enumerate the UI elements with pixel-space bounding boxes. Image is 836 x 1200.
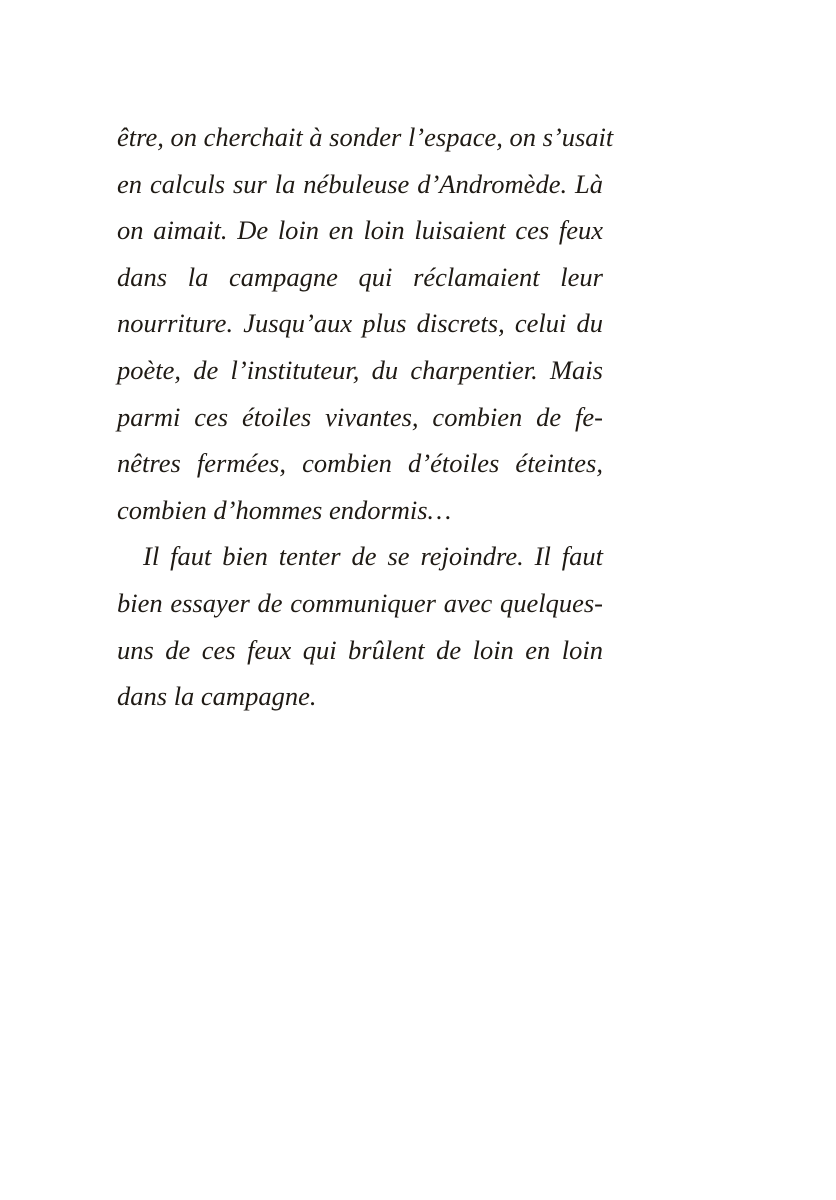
- text-line: nourriture. Jusqu’aux plus discrets, celui du: [117, 308, 603, 339]
- text-line: nêtres fermées, combien d’étoiles éteintes,: [117, 448, 603, 479]
- text-line: être, on cherchait à sonder l’espace, on s’usait: [117, 122, 614, 152]
- text-line: on aimait. De loin en loin luisaient ces feux: [117, 215, 603, 246]
- paragraph-2: [117, 533, 603, 719]
- text-line: bien essayer de communiquer avec quelques-: [117, 587, 603, 618]
- paragraph-1: [117, 114, 614, 533]
- text-line: en calculs sur la nébuleuse d’Andromède. Là: [117, 168, 603, 199]
- text-line: dans la campagne qui réclamaient leur: [117, 261, 603, 292]
- text-line: parmi ces étoiles vivantes, combien de fe-: [117, 401, 603, 432]
- text-line: dans la campagne.: [117, 681, 317, 712]
- text-line: poète, de l’instituteur, du charpentier. Mais: [117, 354, 603, 385]
- text-line: Il faut bien tenter de se rejoindre. Il faut: [143, 541, 603, 572]
- text-line: uns de ces feux qui brûlent de loin en loin: [117, 634, 603, 665]
- body-text: [117, 114, 614, 720]
- text-line: combien d’hommes endormis…: [117, 494, 452, 525]
